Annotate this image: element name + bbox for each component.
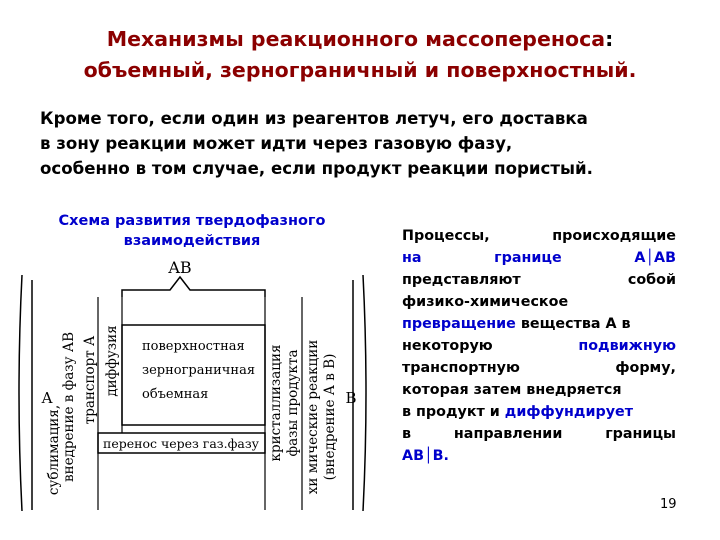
- slide-title: [0, 24, 720, 86]
- desc-line-6: [402, 335, 676, 357]
- desc-word: транспортную: [402, 360, 520, 376]
- vert-transport: транспорт А: [82, 335, 98, 425]
- title-line-1-text: Механизмы реакционного массопереноса: [106, 27, 606, 51]
- desc-word: Процессы,: [402, 228, 490, 244]
- box-line-volume: объемная: [142, 387, 209, 402]
- desc-line-3: [402, 269, 676, 291]
- desc-word: собой: [627, 272, 676, 288]
- vert-diffusion: диффузия: [104, 325, 120, 397]
- title-line-1: [0, 24, 720, 55]
- desc-word: форму,: [615, 360, 676, 376]
- desc-word: некоторую: [402, 338, 493, 354]
- desc-word: в: [402, 426, 412, 442]
- title-colon: :: [605, 27, 614, 51]
- desc-line-7: [402, 357, 676, 379]
- desc-word: вещества А в: [515, 316, 631, 332]
- desc-word: представляют: [402, 272, 521, 288]
- intro-line-3: особенно в том случае, если продукт реакции пористый.: [40, 159, 593, 178]
- desc-word: в продукт и: [402, 404, 505, 420]
- desc-line-1: [402, 225, 676, 247]
- desc-line-8: которая затем внедряется: [402, 382, 622, 398]
- vert-sublimation-1: сублимация,: [46, 404, 62, 496]
- vert-cryst-1: кристаллизация: [268, 344, 284, 462]
- desc-word: подвижную: [578, 338, 676, 354]
- label-a: A: [41, 389, 53, 407]
- intro-line-1: Кроме того, если один из реагентов летуч, его доставка: [40, 109, 588, 128]
- desc-line-2: [402, 247, 676, 269]
- desc-word: превращение: [402, 316, 516, 332]
- vert-sublimation-2: внедрение в фазу АВ: [61, 331, 77, 483]
- process-description: [402, 225, 676, 467]
- box-line-surface: поверхностная: [142, 339, 245, 354]
- desc-word: диффундирует: [504, 404, 634, 420]
- page-number: 19: [660, 497, 677, 512]
- intro-line-2: в зону реакции может идти через газовую фазу,: [40, 134, 513, 153]
- label-b: B: [345, 389, 357, 407]
- vert-chem-2: (внедрение А в В): [322, 353, 338, 481]
- desc-word: происходящие: [552, 228, 676, 244]
- desc-word: границы: [605, 426, 676, 442]
- desc-line-10: [402, 423, 676, 445]
- desc-line-5: [402, 313, 676, 335]
- desc-word: на: [402, 250, 422, 266]
- desc-word: направлении: [453, 426, 563, 442]
- desc-line-4: физико-химическое: [402, 294, 569, 310]
- schema-title-line-2: взаимодействия: [123, 233, 261, 249]
- phase-b-bracket: [363, 275, 366, 511]
- gas-transfer-label: перенос через газ.фазу: [103, 436, 260, 451]
- desc-word: границе: [494, 250, 562, 266]
- title-line-2: объемный, зернограничный и поверхностный.: [83, 58, 637, 82]
- desc-word: А│АВ: [634, 250, 676, 266]
- box-line-grain: зернограничная: [142, 363, 256, 378]
- ab-brace: [122, 277, 265, 297]
- schema-title-line-1: Схема развития твердофазного: [58, 213, 326, 229]
- vert-chem-1: хи мические реакции: [305, 339, 321, 495]
- intro-paragraph: [40, 106, 700, 181]
- vert-cryst-2: фазы продукта: [285, 349, 301, 457]
- desc-line-11: АВ│В.: [402, 448, 449, 464]
- phase-a-bracket: [19, 275, 22, 511]
- label-ab: AB: [168, 258, 192, 277]
- desc-line-9: [402, 401, 676, 423]
- schema-title: [22, 211, 362, 251]
- interaction-diagram: [10, 255, 375, 530]
